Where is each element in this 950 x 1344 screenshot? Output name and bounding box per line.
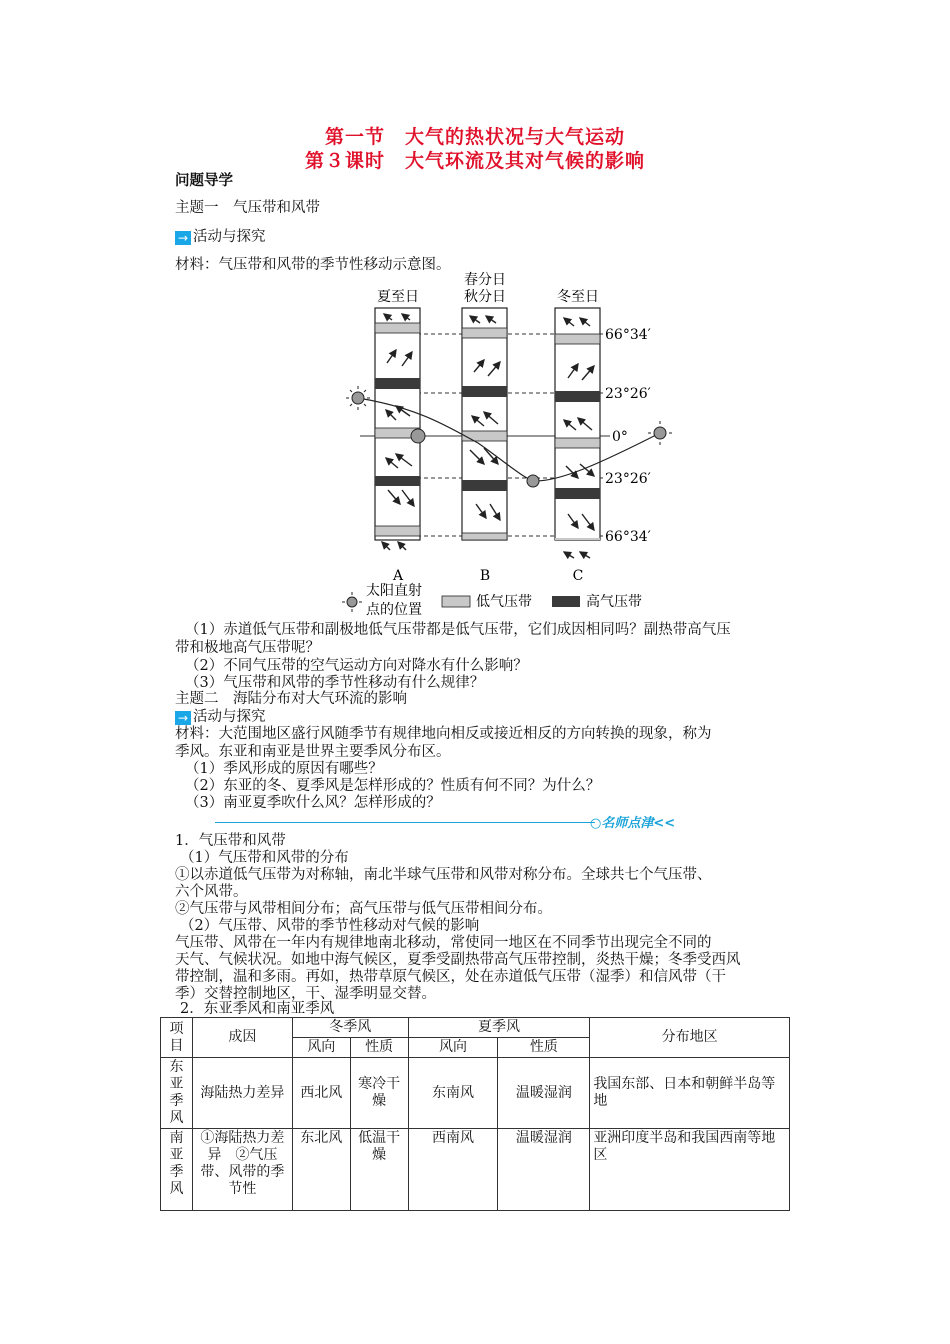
- doc-title-1: 第一节 大气的热状况与大气运动: [324, 126, 625, 148]
- cell-cause: ①海陆热力差异 ②气压带、风带的季节性: [192, 1129, 292, 1211]
- cell-winter-nature: 寒冷干燥: [350, 1058, 408, 1129]
- cell-summer-dir: 西南风: [408, 1129, 498, 1211]
- topic1-heading: 主题一 气压带和风带: [175, 200, 320, 216]
- th-winter: 冬季风: [292, 1018, 408, 1038]
- note-2: 2．东亚季风和南亚季风: [180, 1001, 335, 1017]
- cell-winter-dir: 东北风: [292, 1129, 350, 1211]
- topic2-material-2: 季风。东亚和南亚是世界主要季风分布区。: [175, 744, 451, 760]
- table-row: [161, 1058, 790, 1129]
- cell-name: 南亚季风: [161, 1129, 193, 1211]
- topic2-activity: [175, 708, 266, 726]
- sun-icon: [347, 597, 357, 607]
- lat-label: 0°: [612, 429, 628, 445]
- cell-region: 亚洲印度半岛和我国西南等地区: [590, 1129, 790, 1211]
- lat-label: 23°26′: [605, 386, 651, 402]
- sun-icon: [648, 421, 672, 445]
- topic1-activity: [175, 228, 266, 246]
- t1-q1a: （1）赤道低气压带和副极地低气压带都是低气压带，它们成因相同吗？副热带高气压: [185, 622, 731, 638]
- note-1-1: （1）气压带和风带的分布: [180, 850, 349, 866]
- legend-sun-1: 太阳直射: [366, 583, 422, 599]
- th-item: 项目: [161, 1018, 193, 1058]
- section-guide: 问题导学: [175, 173, 233, 189]
- t2-q2: （2）东亚的冬、夏季风是怎样形成的？性质有何不同？为什么？: [185, 778, 601, 794]
- column-b: [462, 308, 507, 540]
- cell-name: 东亚季风: [161, 1058, 193, 1129]
- legend-sun-2: 点的位置: [366, 602, 422, 618]
- legend-low-swatch: [442, 596, 470, 607]
- note-1-2: （2）气压带、风带的季节性移动对气候的影响: [180, 918, 480, 934]
- note-1-2-p1: 气压带、风带在一年内有规律地南北移动，常使同一地区在不同季节出现完全不同的: [175, 935, 712, 951]
- t1-q3: （3）气压带和风带的季节性移动有什么规律？: [185, 675, 485, 691]
- th-cause: 成因: [192, 1018, 292, 1058]
- cell-cause: 海陆热力差异: [192, 1058, 292, 1129]
- note-1-1-a2: 六个风带。: [175, 884, 248, 900]
- cell-summer-nature: 温暖湿润: [498, 1129, 590, 1211]
- th-region: 分布地区: [590, 1018, 790, 1058]
- arrow-icon: →: [175, 711, 191, 725]
- label-summer-solstice: 夏至日: [377, 289, 419, 305]
- badge-teacher-tips: ○名师点津<<: [590, 816, 676, 831]
- legend: [342, 582, 642, 618]
- label-winter-solstice: 冬至日: [557, 289, 599, 305]
- th-winter-nature: 性质: [350, 1038, 408, 1058]
- label-spring-equinox: 春分日: [464, 272, 506, 288]
- sun-icon: [527, 475, 539, 487]
- pressure-belt-diagram: [330, 268, 675, 620]
- lat-label: 23°26′: [605, 471, 651, 487]
- legend-high: 高气压带: [586, 594, 642, 610]
- th-winter-dir: 风向: [292, 1038, 350, 1058]
- column-label-c: C: [572, 568, 584, 584]
- monsoon-table: [160, 1017, 790, 1211]
- note-1-1-a1: ①以赤道低气压带为对称轴，南北半球气压带和风带对称分布。全球共七个气压带、: [175, 867, 712, 883]
- note-1-2-p2: 天气、气候状况。如地中海气候区，夏季受副热带高气压带控制，炎热干燥；冬季受西风: [175, 952, 741, 968]
- divider: [215, 822, 595, 823]
- note-1-2-p3: 带控制，温和多雨。再如，热带草原气候区，处在赤道低气压带（湿季）和信风带（干: [175, 969, 726, 985]
- t2-q1: （1）季风形成的原因有哪些？: [185, 761, 383, 777]
- column-label-b: B: [479, 568, 491, 584]
- cell-summer-nature: 温暖湿润: [498, 1058, 590, 1129]
- lat-label: 66°34′: [605, 327, 651, 343]
- arrow-icon: →: [175, 231, 191, 245]
- t1-q1b: 带和极地高气压带呢？: [175, 640, 320, 656]
- label-autumn-equinox: 秋分日: [464, 289, 506, 305]
- sun-icon: [346, 386, 370, 410]
- table-row: [161, 1129, 790, 1211]
- note-1-1-b: ②气压带与风带相间分布；高气压带与低气压带相间分布。: [175, 901, 552, 917]
- topic2-heading: 主题二 海陆分布对大气环流的影响: [175, 691, 407, 707]
- lat-label: 66°34′: [605, 529, 651, 545]
- topic1-material: 材料：气压带和风带的季节性移动示意图。: [175, 257, 451, 273]
- legend-low: 低气压带: [476, 594, 532, 610]
- doc-title-2: 第３课时 大气环流及其对气候的影响: [304, 150, 645, 172]
- note-1-2-p4: 季）交替控制地区，干、湿季明显交替。: [175, 986, 436, 1002]
- sun-icon: [411, 429, 425, 443]
- th-summer-nature: 性质: [498, 1038, 590, 1058]
- note-1: 1．气压带和风带: [175, 833, 286, 849]
- cell-winter-dir: 西北风: [292, 1058, 350, 1129]
- th-summer-dir: 风向: [408, 1038, 498, 1058]
- cell-winter-nature: 低温干燥: [350, 1129, 408, 1211]
- cell-region: 我国东部、日本和朝鲜半岛等地: [590, 1058, 790, 1129]
- activity-label: 活动与探究: [193, 229, 266, 245]
- column-c: [555, 308, 600, 540]
- th-summer: 夏季风: [408, 1018, 590, 1038]
- legend-high-swatch: [552, 596, 580, 607]
- topic2-material-1: 材料：大范围地区盛行风随季节有规律地向相反或接近相反的方向转换的现象，称为: [175, 726, 712, 742]
- t1-q2: （2）不同气压带的空气运动方向对降水有什么影响？: [185, 658, 528, 674]
- column-label-a: A: [392, 568, 404, 584]
- t2-q3: （3）南亚夏季吹什么风？怎样形成的？: [185, 795, 441, 811]
- cell-summer-dir: 东南风: [408, 1058, 498, 1129]
- activity-label: 活动与探究: [193, 709, 266, 725]
